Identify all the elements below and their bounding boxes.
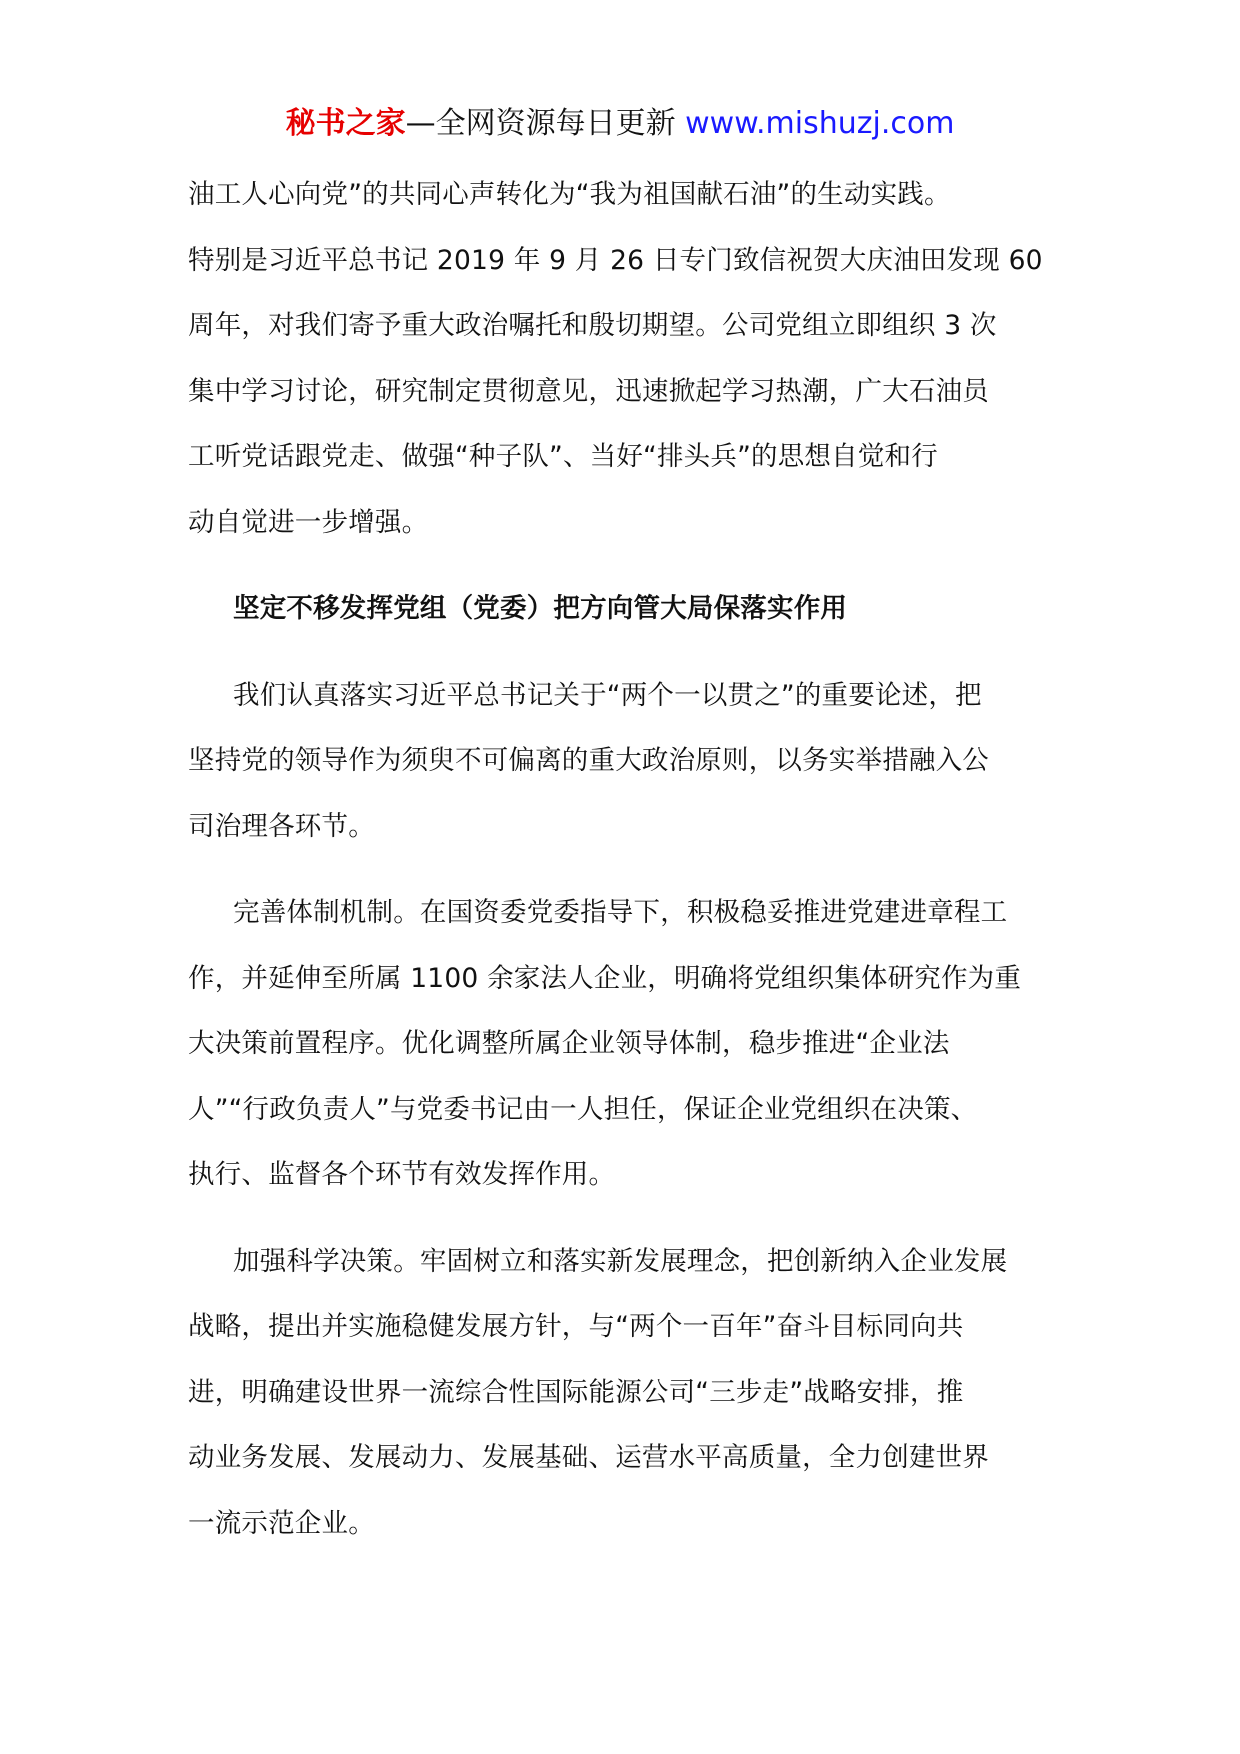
paragraph-decisions <box>188 1229 1058 1557</box>
text-line: 一流示范企业。 <box>188 1507 375 1539</box>
text-line: 动自觉进一步增强。 <box>188 506 429 538</box>
site-url-link[interactable]: www.mishuzj.com <box>685 106 955 141</box>
paragraph-institutions <box>188 880 1058 1208</box>
text-line: 战略，提出并实施稳健发展方针，与“两个一百年”奋斗目标同向共 <box>188 1311 964 1342</box>
site-tagline: —全网资源每日更新 <box>405 106 676 141</box>
text-line: 油工人心向党”的共同心声转化为“我为祖国献石油”的生动实践。 <box>188 179 951 210</box>
text-line: 周年，对我们寄予重大政治嘱托和殷切期望。公司党组立即组织 3 次 <box>188 310 997 341</box>
text-line: 作，并延伸至所属 1100 余家法人企业，明确将党组织集体研究作为重 <box>188 962 1022 994</box>
text-line: 加强科学决策。牢固树立和落实新发展理念，把创新纳入企业发展 <box>233 1245 1008 1277</box>
text-line: 我们认真落实习近平总书记关于“两个一以贯之”的重要论述，把 <box>233 679 982 711</box>
text-line: 人”“行政负责人”与党委书记由一人担任，保证企业党组织在决策、 <box>188 1093 978 1125</box>
paragraph-leadership <box>188 663 1058 860</box>
site-brand: 秘书之家 <box>285 106 406 141</box>
text-line: 集中学习讨论，研究制定贯彻意见，迅速掀起学习热潮，广大石油员 <box>188 375 989 407</box>
text-line: 大决策前置程序。优化调整所属企业领导体制，稳步推进“企业法 <box>188 1028 950 1059</box>
text-line: 工听党话跟党走、做强“种子队”、当好“排头兵”的思想自觉和行 <box>188 441 938 472</box>
text-line: 执行、监督各个环节有效发挥作用。 <box>188 1159 616 1190</box>
text-line: 进，明确建设世界一流综合性国际能源公司“三步走”战略安排，推 <box>188 1376 964 1408</box>
text-line: 动业务发展、发展动力、发展基础、运营水平高质量，全力创建世界 <box>188 1442 989 1473</box>
text-line: 坚持党的领导作为须臾不可偏离的重大政治原则，以务实举措融入公 <box>188 745 989 776</box>
text-line: 特别是习近平总书记 2019 年 9 月 26 日专门致信祝贺大庆油田发现 60 <box>188 244 1043 276</box>
text-line: 完善体制机制。在国资委党委指导下，积极稳妥推进党建进章程工 <box>233 897 1008 928</box>
site-header <box>0 102 1240 146</box>
text-line: 司治理各环节。 <box>188 810 375 842</box>
section-heading: 坚定不移发挥党组（党委）把方向管大局保落实作用 <box>233 593 848 624</box>
document-body <box>188 162 1058 1577</box>
paragraph-intro <box>188 162 1058 555</box>
